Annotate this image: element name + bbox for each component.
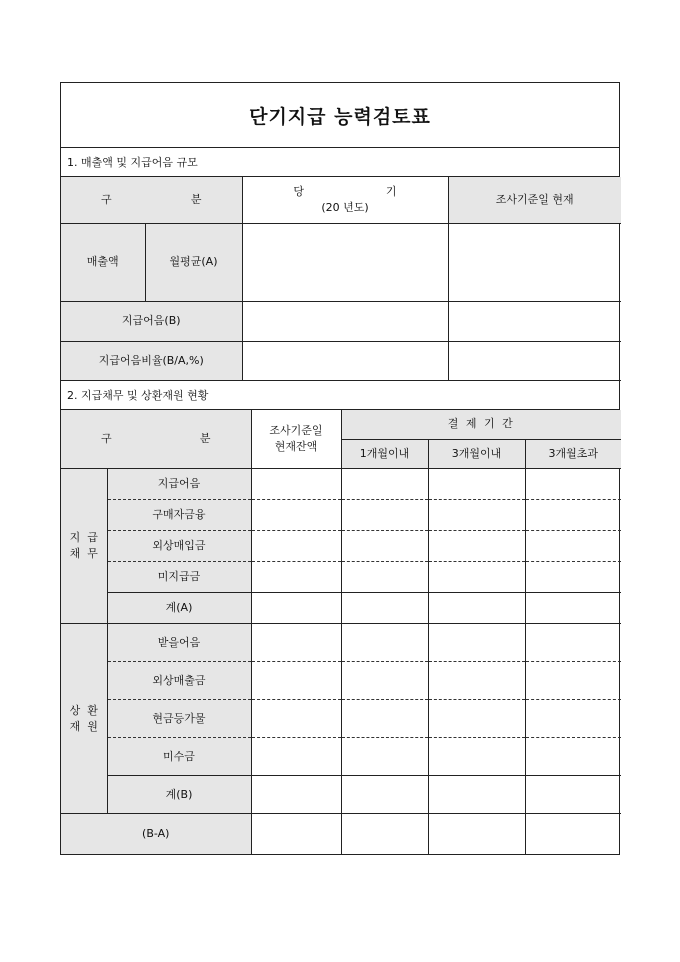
net-difference-cell[interactable] — [251, 814, 341, 854]
debt-cell[interactable] — [428, 500, 525, 531]
repay-cell[interactable] — [428, 662, 525, 700]
debt-cell[interactable] — [341, 500, 428, 531]
repay-cell[interactable] — [251, 700, 341, 738]
row-sales-monthly-label: 월평균(A) — [145, 223, 242, 301]
header-within-3-months: 3개월이내 — [428, 440, 525, 469]
repay-row-label: 현금등가물 — [107, 700, 251, 738]
debt-cell[interactable] — [251, 469, 341, 500]
debt-cell[interactable] — [525, 531, 621, 562]
debt-row-label: 지급어음 — [107, 469, 251, 500]
sales-notes-table — [61, 177, 621, 381]
group-debt-label: 지 급 채 무 — [61, 469, 107, 624]
debt-total-label: 계(A) — [107, 593, 251, 624]
debt-total-cell[interactable] — [525, 593, 621, 624]
repay-row-label: 미수금 — [107, 738, 251, 776]
sales-current-cell[interactable] — [242, 223, 448, 301]
section2-heading: 2. 지급채무 및 상환재원 현황 — [61, 381, 619, 410]
group-repay-label: 상 환 재 원 — [61, 624, 107, 814]
header-category: 구 분 — [61, 177, 242, 223]
repay-cell[interactable] — [428, 700, 525, 738]
debt-cell[interactable] — [341, 562, 428, 593]
net-difference-cell[interactable] — [428, 814, 525, 854]
debt-row-label: 미지급금 — [107, 562, 251, 593]
repay-cell[interactable] — [251, 738, 341, 776]
section1-heading: 1. 매출액 및 지급어음 규모 — [61, 148, 619, 177]
repay-total-cell[interactable] — [251, 776, 341, 814]
row-notes-label: 지급어음(B) — [61, 301, 242, 341]
repay-row-label: 받을어음 — [107, 624, 251, 662]
net-difference-cell[interactable] — [525, 814, 621, 854]
debt-cell[interactable] — [428, 531, 525, 562]
debt-cell[interactable] — [428, 469, 525, 500]
header-current-period: 당 기 (20 년도) — [242, 177, 448, 223]
net-difference-label: (B-A) — [61, 814, 251, 854]
header-category: 구 분 — [61, 410, 251, 469]
repay-total-label: 계(B) — [107, 776, 251, 814]
debt-total-cell[interactable] — [428, 593, 525, 624]
row-ratio-label: 지급어음비율(B/A,%) — [61, 341, 242, 380]
repay-cell[interactable] — [428, 738, 525, 776]
debt-cell[interactable] — [428, 562, 525, 593]
ratio-current-cell[interactable] — [242, 341, 448, 380]
repay-total-cell[interactable] — [428, 776, 525, 814]
sales-survey-cell[interactable] — [448, 223, 621, 301]
debt-row-label: 구매자금융 — [107, 500, 251, 531]
repay-total-cell[interactable] — [341, 776, 428, 814]
repay-cell[interactable] — [341, 624, 428, 662]
notes-survey-cell[interactable] — [448, 301, 621, 341]
debt-cell[interactable] — [251, 562, 341, 593]
debt-cell[interactable] — [341, 531, 428, 562]
debt-cell[interactable] — [525, 469, 621, 500]
repay-cell[interactable] — [341, 738, 428, 776]
header-within-1-month: 1개월이내 — [341, 440, 428, 469]
net-difference-cell[interactable] — [341, 814, 428, 854]
repay-row-label: 외상매출금 — [107, 662, 251, 700]
debt-cell[interactable] — [251, 531, 341, 562]
repay-total-cell[interactable] — [525, 776, 621, 814]
repay-cell[interactable] — [341, 700, 428, 738]
repay-cell[interactable] — [251, 624, 341, 662]
row-sales-label: 매출액 — [61, 223, 145, 301]
header-over-3-months: 3개월초과 — [525, 440, 621, 469]
debt-cell[interactable] — [251, 500, 341, 531]
notes-current-cell[interactable] — [242, 301, 448, 341]
header-settlement-period: 결 제 기 간 — [341, 410, 621, 440]
debt-total-cell[interactable] — [251, 593, 341, 624]
form-title: 단기지급 능력검토표 — [61, 83, 619, 148]
debt-cell[interactable] — [341, 469, 428, 500]
header-balance: 조사기준일 현재잔액 — [251, 410, 341, 469]
debt-cell[interactable] — [525, 562, 621, 593]
repay-cell[interactable] — [525, 700, 621, 738]
repay-cell[interactable] — [525, 738, 621, 776]
debt-row-label: 외상매입금 — [107, 531, 251, 562]
debt-cell[interactable] — [525, 500, 621, 531]
repay-cell[interactable] — [525, 662, 621, 700]
capacity-review-form — [60, 82, 620, 855]
ratio-survey-cell[interactable] — [448, 341, 621, 380]
repay-cell[interactable] — [428, 624, 525, 662]
repay-cell[interactable] — [525, 624, 621, 662]
repay-cell[interactable] — [341, 662, 428, 700]
header-survey-date: 조사기준일 현재 — [448, 177, 621, 223]
repay-cell[interactable] — [251, 662, 341, 700]
debt-total-cell[interactable] — [341, 593, 428, 624]
debt-repayment-table — [61, 410, 621, 854]
